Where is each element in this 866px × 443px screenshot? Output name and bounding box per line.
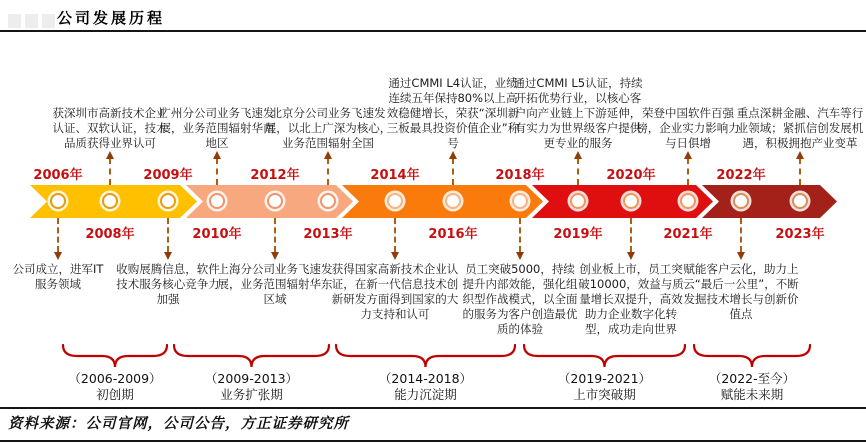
timeline-node <box>445 193 461 209</box>
year-label: 2019年 <box>553 227 603 242</box>
year-label: 2013年 <box>303 227 353 242</box>
arrow-up-icon <box>213 151 221 159</box>
event-text: 获深圳市高新技术企业认证、双软认证，技术品质获得业界认可 <box>52 106 168 150</box>
timeline-node <box>267 193 283 209</box>
connector-line <box>687 158 689 185</box>
phase-name: 赋能未来期 <box>720 387 784 402</box>
timeline-node <box>209 193 225 209</box>
connector-line <box>452 158 454 185</box>
arrow-down-icon <box>271 252 279 260</box>
timeline-node <box>512 193 528 209</box>
event-text: 重点深耕金融、汽车等行业领域；紧抓信创发展机遇，积极拥抱产业变革 <box>736 106 864 150</box>
timeline-node <box>50 193 66 209</box>
timeline-segment <box>702 185 837 218</box>
arrow-down-icon <box>627 252 635 260</box>
year-label: 2008年 <box>85 227 135 242</box>
phase-range: （2014-2018） <box>378 371 473 386</box>
arrow-up-icon <box>574 151 582 159</box>
timeline-node <box>387 193 403 209</box>
event-text: 荣登中国软件百强榜，企业实力影响力与日俱增 <box>636 106 740 150</box>
phase-range: （2006-2009） <box>68 371 162 386</box>
event-text: 上海分公司业务飞速发展，业务范围辐射华东区域 <box>217 262 333 306</box>
year-label: 2023年 <box>775 227 825 242</box>
year-label: 2010年 <box>192 227 242 242</box>
bottom-border <box>0 440 866 442</box>
arrow-up-icon <box>324 151 332 159</box>
event-text: 创业板上市，员工突破10000，效益与质量增长双提升，高效助力企业数字化转型，成功走向世界 <box>578 262 684 336</box>
timeline-node <box>680 193 696 209</box>
year-label: 2021年 <box>663 227 713 242</box>
event-text: 北京分公司业务飞速发展，以北上广深为核心，业务范围辐射全国 <box>264 106 392 150</box>
page-title: 公司发展历程 <box>57 9 166 27</box>
year-label: 2018年 <box>495 168 545 183</box>
arrow-up-icon <box>796 151 804 159</box>
arrow-down-icon <box>54 252 62 260</box>
connector-line <box>57 218 59 252</box>
event-text: 员工突破5000，持续提升内部效能，强化组织型作战模式，以全面的服务为客户创造最优质的体验 <box>462 262 578 336</box>
timeline-node <box>733 193 749 209</box>
connector-line <box>216 158 218 185</box>
timeline-node <box>623 193 639 209</box>
connector-line <box>577 158 579 185</box>
faded-watermark <box>8 14 21 28</box>
phase-name: 初创期 <box>96 387 134 402</box>
phase-label <box>351 371 501 403</box>
timeline-node <box>320 193 336 209</box>
timeline-node <box>570 193 586 209</box>
year-label: 2020年 <box>606 168 656 183</box>
connector-line <box>394 218 396 252</box>
phase-name: 能力沉淀期 <box>394 387 457 402</box>
event-text: 广州分公司业务飞速发展，业务范围辐射华南地区 <box>159 106 275 150</box>
timeline-node <box>160 193 176 209</box>
arrow-down-icon <box>737 252 745 260</box>
phase-name: 上市突破期 <box>573 387 636 402</box>
title-divider <box>0 30 866 32</box>
year-label: 2012年 <box>250 168 300 183</box>
year-label: 2022年 <box>716 168 766 183</box>
phase-label <box>177 371 327 403</box>
connector-line <box>274 218 276 252</box>
connector-line <box>327 158 329 185</box>
event-text: 收购展腾信息，软件技术服务核心竞争力加强 <box>116 262 220 306</box>
connector-line <box>740 218 742 252</box>
phase-label <box>40 371 190 403</box>
arrow-down-icon <box>391 252 399 260</box>
event-text: 公司成立，进军IT服务领域 <box>12 262 104 291</box>
phase-brace-icon <box>693 342 811 368</box>
phase-range: （2009-2013） <box>204 371 299 386</box>
phase-label <box>677 371 827 403</box>
year-label: 2009年 <box>143 168 193 183</box>
phase-name: 业务扩张期 <box>220 387 283 402</box>
arrow-up-icon <box>684 151 692 159</box>
timeline-node <box>102 193 118 209</box>
arrow-down-icon <box>516 252 524 260</box>
phase-brace-icon <box>335 342 516 368</box>
faded-watermark <box>25 14 38 28</box>
source-divider <box>0 407 866 409</box>
connector-line <box>799 158 801 185</box>
arrow-up-icon <box>449 151 457 159</box>
connector-line <box>109 158 111 185</box>
phase-brace-icon <box>523 342 686 368</box>
year-label: 2014年 <box>370 168 420 183</box>
phase-brace-icon <box>62 342 168 368</box>
source-note: 资料来源：公司官网，公司公告，方正证券研究所 <box>8 416 349 432</box>
event-text: 通过CMMI L4认证，业绩连续五年保持80%以上高效稳健增长，荣获“深圳新三板最具投资价值企业”称号 <box>386 76 520 150</box>
phase-range: （2019-2021） <box>557 371 652 386</box>
connector-line <box>630 218 632 252</box>
arrow-down-icon <box>164 252 172 260</box>
year-label: 2006年 <box>33 168 83 183</box>
year-label: 2016年 <box>428 227 478 242</box>
connector-line <box>167 218 169 252</box>
phase-label <box>530 371 680 403</box>
arrow-up-icon <box>106 151 114 159</box>
event-text: 通过CMMI L5认证，持续开拓优势行业，以核心客户向产业链上下游延伸，有实力为世界级客户提供更专业的服务 <box>513 76 643 150</box>
timeline-node <box>792 193 808 209</box>
connector-line <box>519 218 521 252</box>
faded-watermark <box>42 14 55 28</box>
event-text: 赋能客户云化，助力上云“最后一公里”，不断发掘技术增长与创新价值点 <box>683 262 799 321</box>
phase-range: （2022-至今） <box>708 371 796 386</box>
phase-brace-icon <box>173 342 330 368</box>
event-text: 获得国家高新技术企业认证，在新一代信息技术创新研发方面得到国家的大力支持和认可 <box>331 262 459 321</box>
